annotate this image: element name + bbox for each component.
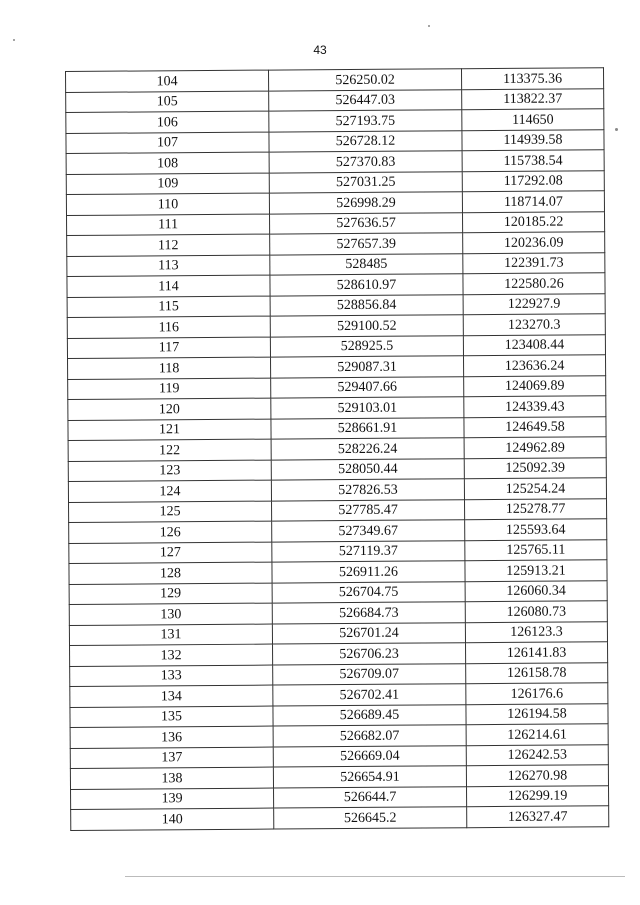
y-coordinate-cell: 126158.78 — [466, 662, 608, 683]
y-coordinate-cell: 122580.26 — [463, 273, 605, 294]
x-coordinate-cell: 526645.2 — [274, 807, 467, 829]
x-coordinate-cell: 526704.75 — [272, 581, 465, 603]
y-coordinate-cell: 124069.89 — [464, 375, 606, 396]
scan-speck — [13, 39, 15, 41]
y-coordinate-cell: 126194.58 — [466, 703, 608, 724]
x-coordinate-cell: 527826.53 — [271, 479, 464, 501]
y-coordinate-cell: 123408.44 — [463, 334, 605, 355]
point-number-cell: 124 — [68, 480, 271, 502]
y-coordinate-cell: 120236.09 — [463, 232, 605, 253]
x-coordinate-cell: 529407.66 — [271, 376, 464, 398]
y-coordinate-cell: 126214.61 — [466, 724, 608, 745]
point-number-cell: 104 — [66, 70, 269, 92]
point-number-cell: 130 — [69, 603, 272, 625]
y-coordinate-cell: 126123.3 — [465, 621, 607, 642]
point-number-cell: 131 — [69, 624, 272, 646]
y-coordinate-cell: 126141.83 — [466, 642, 608, 663]
y-coordinate-cell: 124649.58 — [464, 416, 606, 437]
point-number-cell: 116 — [67, 316, 270, 338]
x-coordinate-cell: 526706.23 — [273, 643, 466, 665]
point-number-cell: 135 — [70, 706, 273, 728]
point-number-cell: 140 — [71, 808, 274, 830]
point-number-cell: 122 — [68, 439, 271, 461]
y-coordinate-cell: 126242.53 — [466, 744, 608, 765]
y-coordinate-cell: 120185.22 — [462, 211, 604, 232]
table-body — [66, 68, 609, 830]
y-coordinate-cell: 126270.98 — [466, 765, 608, 786]
x-coordinate-cell: 526682.07 — [273, 725, 466, 747]
table-row — [71, 806, 609, 830]
y-coordinate-cell: 113375.36 — [461, 68, 603, 89]
x-coordinate-cell: 526998.29 — [269, 192, 462, 214]
x-coordinate-cell: 527636.57 — [270, 212, 463, 234]
point-number-cell: 117 — [67, 337, 270, 359]
x-coordinate-cell: 528856.84 — [270, 294, 463, 316]
x-coordinate-cell: 527031.25 — [269, 171, 462, 193]
scan-edge-line — [125, 876, 625, 877]
y-coordinate-cell: 115738.54 — [462, 150, 604, 171]
coordinates-table-wrapper — [65, 67, 605, 830]
y-coordinate-cell: 126060.34 — [465, 580, 607, 601]
y-coordinate-cell: 117292.08 — [462, 170, 604, 191]
x-coordinate-cell: 526654.91 — [273, 766, 466, 788]
point-number-cell: 114 — [67, 275, 270, 297]
point-number-cell: 137 — [70, 747, 273, 769]
y-coordinate-cell: 118714.07 — [462, 191, 604, 212]
point-number-cell: 120 — [68, 398, 271, 420]
point-number-cell: 136 — [70, 726, 273, 748]
x-coordinate-cell: 526250.02 — [268, 69, 461, 91]
point-number-cell: 106 — [66, 111, 269, 133]
point-number-cell: 108 — [66, 152, 269, 174]
point-number-cell: 112 — [67, 234, 270, 256]
y-coordinate-cell: 123636.24 — [463, 355, 605, 376]
x-coordinate-cell: 526911.26 — [272, 561, 465, 583]
y-coordinate-cell: 125092.39 — [464, 457, 606, 478]
x-coordinate-cell: 529087.31 — [271, 356, 464, 378]
x-coordinate-cell: 528610.97 — [270, 274, 463, 296]
x-coordinate-cell: 527370.83 — [269, 151, 462, 173]
x-coordinate-cell: 526728.12 — [269, 130, 462, 152]
y-coordinate-cell: 126176.6 — [466, 683, 608, 704]
x-coordinate-cell: 526669.04 — [273, 745, 466, 767]
point-number-cell: 129 — [69, 583, 272, 605]
y-coordinate-cell: 124339.43 — [464, 396, 606, 417]
x-coordinate-cell: 529103.01 — [271, 397, 464, 419]
point-number-cell: 105 — [66, 91, 269, 113]
x-coordinate-cell: 529100.52 — [270, 315, 463, 337]
y-coordinate-cell: 125254.24 — [464, 478, 606, 499]
point-number-cell: 127 — [69, 542, 272, 564]
x-coordinate-cell: 528226.24 — [271, 438, 464, 460]
x-coordinate-cell: 526702.41 — [273, 684, 466, 706]
point-number-cell: 118 — [68, 357, 271, 379]
point-number-cell: 126 — [69, 521, 272, 543]
x-coordinate-cell: 528485 — [270, 253, 463, 275]
point-number-cell: 115 — [67, 296, 270, 318]
point-number-cell: 110 — [66, 193, 269, 215]
y-coordinate-cell: 125913.21 — [465, 560, 607, 581]
point-number-cell: 121 — [68, 419, 271, 441]
x-coordinate-cell: 526709.07 — [273, 663, 466, 685]
point-number-cell: 132 — [70, 644, 273, 666]
y-coordinate-cell: 122391.73 — [463, 252, 605, 273]
page-number: 43 — [313, 43, 327, 57]
y-coordinate-cell: 126327.47 — [467, 806, 609, 827]
point-number-cell: 111 — [67, 214, 270, 236]
x-coordinate-cell: 527349.67 — [272, 520, 465, 542]
x-coordinate-cell: 526701.24 — [272, 622, 465, 644]
x-coordinate-cell: 527119.37 — [272, 540, 465, 562]
scan-speck — [615, 128, 618, 131]
scan-speck — [428, 25, 430, 27]
point-number-cell: 119 — [68, 378, 271, 400]
y-coordinate-cell: 124962.89 — [464, 437, 606, 458]
point-number-cell: 128 — [69, 562, 272, 584]
y-coordinate-cell: 126299.19 — [467, 785, 609, 806]
point-number-cell: 139 — [71, 788, 274, 810]
x-coordinate-cell: 527785.47 — [272, 499, 465, 521]
x-coordinate-cell: 527657.39 — [270, 233, 463, 255]
point-number-cell: 134 — [70, 685, 273, 707]
point-number-cell: 113 — [67, 255, 270, 277]
point-number-cell: 138 — [70, 767, 273, 789]
y-coordinate-cell: 125593.64 — [465, 519, 607, 540]
y-coordinate-cell: 125765.11 — [465, 539, 607, 560]
point-number-cell: 133 — [70, 665, 273, 687]
x-coordinate-cell: 526684.73 — [272, 602, 465, 624]
x-coordinate-cell: 526447.03 — [269, 89, 462, 111]
x-coordinate-cell: 528925.5 — [270, 335, 463, 357]
y-coordinate-cell: 125278.77 — [464, 498, 606, 519]
y-coordinate-cell: 113822.37 — [462, 88, 604, 109]
y-coordinate-cell: 114650 — [462, 109, 604, 130]
y-coordinate-cell: 122927.9 — [463, 293, 605, 314]
x-coordinate-cell: 527193.75 — [269, 110, 462, 132]
point-number-cell: 109 — [66, 173, 269, 195]
point-number-cell: 107 — [66, 132, 269, 154]
y-coordinate-cell: 123270.3 — [463, 314, 605, 335]
y-coordinate-cell: 114939.58 — [462, 129, 604, 150]
x-coordinate-cell: 526644.7 — [274, 786, 467, 808]
x-coordinate-cell: 528661.91 — [271, 417, 464, 439]
y-coordinate-cell: 126080.73 — [465, 601, 607, 622]
coordinates-table — [65, 67, 609, 830]
point-number-cell: 123 — [68, 460, 271, 482]
x-coordinate-cell: 528050.44 — [271, 458, 464, 480]
point-number-cell: 125 — [69, 501, 272, 523]
x-coordinate-cell: 526689.45 — [273, 704, 466, 726]
